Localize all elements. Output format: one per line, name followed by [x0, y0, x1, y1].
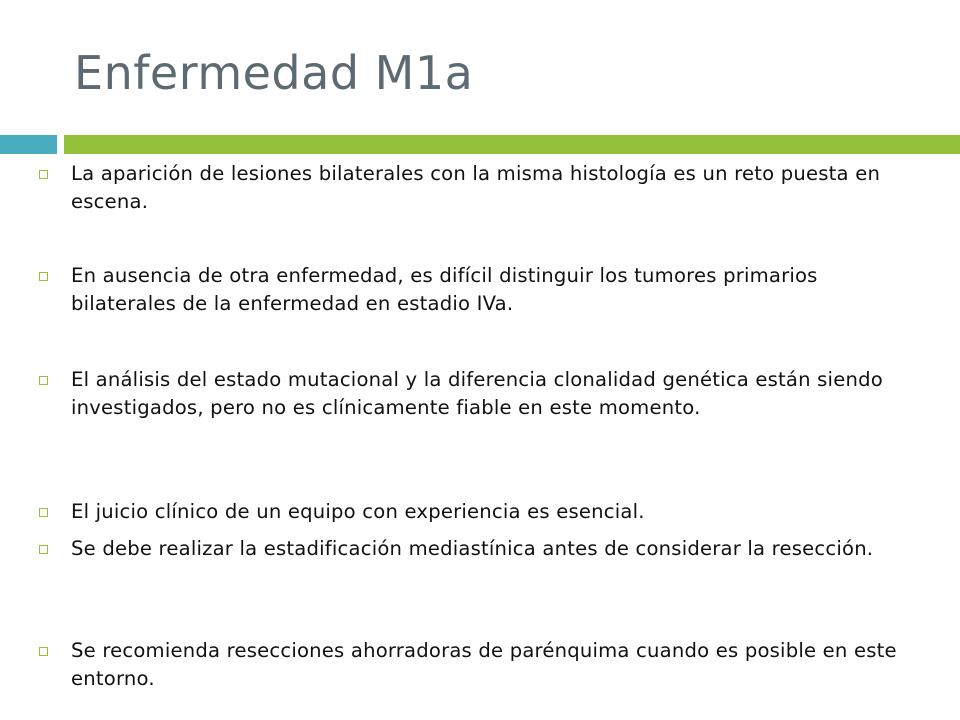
bullet-text: El análisis del estado mutacional y la diferencia clonalidad genética están siendo investigados, pero no es clínicamente fiable en este momento. [71, 368, 883, 419]
slide-title: Enfermedad M1a [74, 46, 474, 100]
hollow-square-bullet-icon [39, 508, 48, 517]
hollow-square-bullet-icon [39, 170, 48, 179]
hollow-square-bullet-icon [39, 376, 48, 385]
hollow-square-bullet-icon [39, 272, 48, 281]
bullet-text: Se recomienda resecciones ahorradoras de parénquima cuando es posible en este entorno. [71, 639, 897, 690]
hollow-square-bullet-icon [39, 545, 48, 554]
hollow-square-bullet-icon [39, 647, 48, 656]
bullet-text: En ausencia de otra enfermedad, es difícil distinguir los tumores primarios bilaterales de la enfermedad en estadio IVa. [71, 264, 818, 315]
bullet-text: La aparición de lesiones bilaterales con la misma histología es un reto puesta en escena. [71, 162, 881, 213]
bullet-text: El juicio clínico de un equipo con experiencia es esencial. [71, 500, 645, 523]
bullet-text: Se debe realizar la estadificación mediastínica antes de considerar la resección. [71, 537, 874, 560]
